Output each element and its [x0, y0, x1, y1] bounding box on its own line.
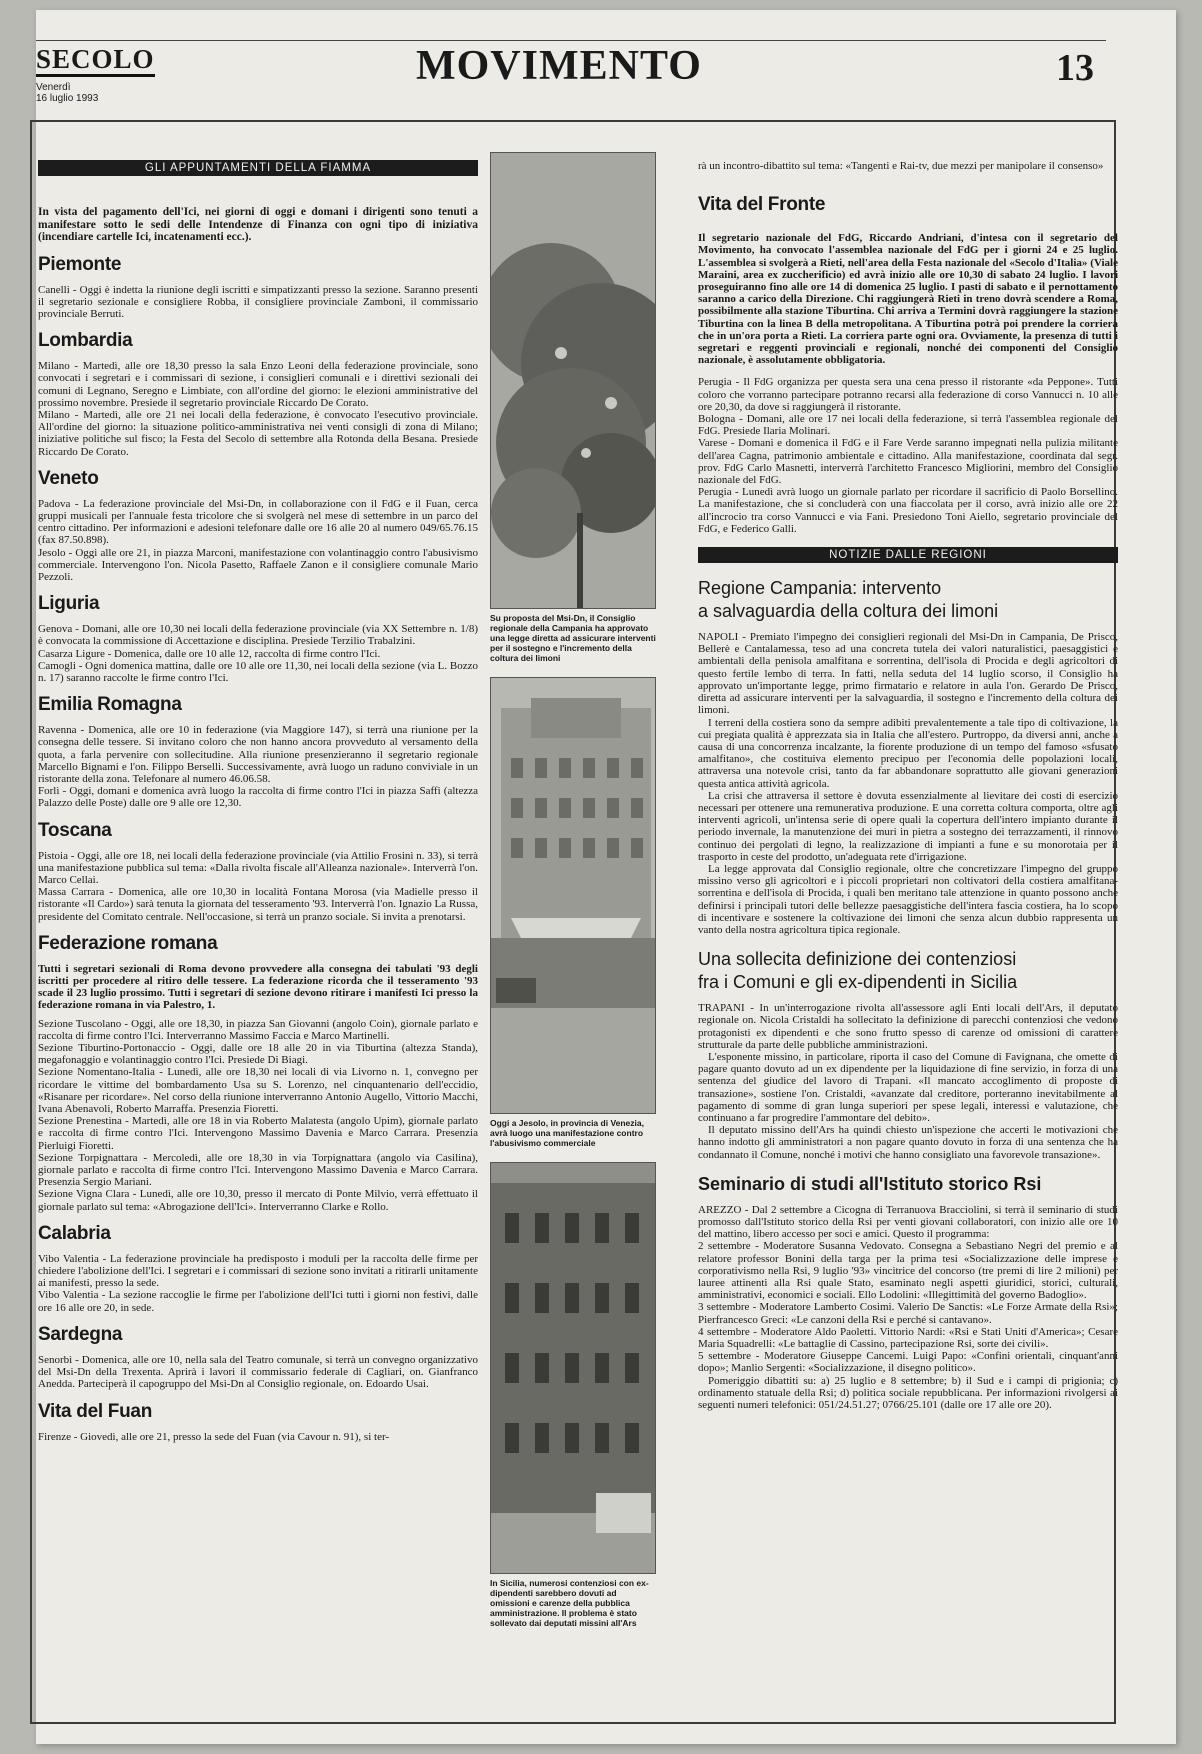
headline-line: fra i Comuni e gli ex-dipendenti in Sicilia	[698, 972, 1018, 993]
paragraph: Sezione Torpignattara - Mercoledì, alle ore 18,30 in via Torpignattara (angolo via Casilina), giornale parlato e raccolta di firme contro l'Ici. Intervengono Massimo Davenia e Marco Carrara. Presenzia Sergio Mariani.	[38, 1151, 478, 1189]
photo-lemon-tree	[490, 152, 656, 609]
paragraph: Ravenna - Domenica, alle ore 10 in federazione (via Maggiore 147), si terrà una riunione per la consegna delle tessere. Si invitano coloro che non hanno ancora provveduto al versamento della quota, a farla pervenire con sollecitudine. Alla riunione presenzieranno il segretario regionale Marcello Bignami e l'on. Filippo Berselli. Successivamente, avrà luogo un raduno conviviale in un ristorante della zona. Telefonare al numero 46.06.58.	[38, 724, 478, 785]
issue-weekday: Venerdì	[36, 82, 71, 93]
paragraph: Varese - Domani e domenica il FdG e il Fare Verde saranno impegnati nella pulizia militante dell'area Cagna, patrimonio ambientale e cittadino. Alla manifestazione, coordinata dal segr. prov. FdG Carlo Masnetti, interverrà l'architetto Francesco Migliorini, membro del Consiglio nazionale del FdG.	[698, 437, 1118, 487]
building-image	[491, 1163, 656, 1573]
paragraph: Jesolo - Oggi alle ore 21, in piazza Marconi, manifestazione con volantinaggio contro l'abusivismo commerciale. Intervengono l'on. Nicola Pasetto, Raffaele Zanon e il consigliere comunale Mario Pezzoli.	[38, 546, 478, 583]
paragraph: Canelli - Oggi è indetta la riunione degli iscritti e simpatizzanti presso la sezione. Saranno presenti il segretario sezionale e consigliere Robba, il consigliere provinciale Zamboni, il commissario provinciale Berruti.	[38, 283, 478, 320]
paragraph: Sezione Tuscolano - Oggi, alle ore 18,30, in piazza San Giovanni (angolo Coin), giornale parlato e raccolta di firme contro l'Ici. Interverranno Massimo Faccia e Marco Martinelli.	[38, 1017, 478, 1042]
region-heading: Emilia Romagna	[38, 694, 182, 716]
paragraph: Perugia - Lunedì avrà luogo un giornale parlato per ricordare il sacrificio di Paolo Borsellino. La manifestazione, che si concluderà con una fiaccolata per il corso, avrà inizio alle ore 22 all'incrocio tra corso Vannucci e via Fani. Presiedono Toni Aiello, segretario provinciale del FdG, e Federico Galli.	[698, 486, 1118, 535]
photo-caption: Oggi a Jesolo, in provincia di Venezia, avrà luogo una manifestazione contro l'abusivismo commerciale	[490, 1118, 644, 1148]
left-column	[38, 160, 478, 1443]
photo-jesolo-street	[490, 677, 656, 1114]
paragraph: Pistoia - Oggi, alle ore 18, nei locali della federazione provinciale (via Attilio Frosini n. 33), si terrà una manifestazione pubblica sul tema: «Dalla rivolta fiscale all'Alleanza nazionale». Interverrà l'on. Marco Cellai.	[38, 849, 478, 886]
regional-news-bar: NOTIZIE DALLE REGIONI	[698, 547, 1118, 563]
paragraph: Sezione Tiburtino-Portonaccio - Oggi, dalle ore 18 alle 20 in via Tiburtina (altezza Standa), megafonaggio e volantinaggio contro l'Ici. Presiede Di Biagi.	[38, 1042, 478, 1067]
sicilia-headline	[698, 948, 1118, 994]
paragraph: Firenze - Giovedì, alle ore 21, presso la sede del Fuan (via Cavour n. 91), si ter-	[38, 1430, 390, 1443]
photo-column	[490, 152, 656, 1642]
region-heading: Veneto	[38, 467, 99, 489]
bold-notice: Il segretario nazionale del FdG, Riccardo Andriani, d'intesa con il segretario del Movimento, ha convocato l'assemblea nazionale del FdG per i giorni 24 e 25 luglio. L'assemblea si svolgerà a Rieti, nell'area della Festa nazionale del «Secolo d'Italia» (Viale Maraini, area ex zuccherificio) ed avrà inizio alle ore 10,30 di sabato 24 luglio. I lavori proseguiranno fino alle ore 14 di domenica 25 luglio. I pasti di sabato e il pernottamento saranno a carico della Direzione. Chi raggiungerà Rieti in treno dovrà scendere a Roma, possibilmente alla stazione Tiburtina. Chi arriva a Termini dovrà raggiungere la stazione Tiburtina con la linea B della metropolitana. A Tiburtina potrà poi prendere la corriera che in un'ora porta a Rieti. La corriera parte ogni ora. Ovviamente, la presenza di tutti i segretari e reggenti provinciali e regionali, nonché dei componenti del Consiglio nazionale, è assolutamente obbligatoria.	[698, 232, 1118, 367]
seminario-headline: Seminario di studi all'Istituto storico Rsi	[698, 1173, 1042, 1194]
region-heading: Toscana	[38, 819, 112, 841]
paragraph: Forlì - Oggi, domani e domenica avrà luogo la raccolta di firme contro l'Ici in piazza Saffi (altezza Palazzo delle Poste) dalle ore 9 alle ore 12,30.	[38, 785, 478, 810]
paragraph: Pomeriggio dibattiti su: a) 25 luglio e 8 settembre; b) il Sud e i campi di prigionia; c) ordinamento statuale della Rsi; d) politica sociale repubblicana. Per informazioni rivolgersi ai seguenti numeri telefonici: 051/24.51.27; 0766/25.101 (dalle ore 17 alle ore 20).	[698, 1374, 1118, 1412]
paragraph: Perugia - Il FdG organizza per questa sera una cena presso il ristorante «da Peppone». Tutti coloro che vorranno partecipare potranno recarsi alla federazione di corso Vannucci n. 10 alle ore 20,30, da dove si raggiungerà il ristorante.	[698, 376, 1118, 413]
headline-line: Regione Campania: intervento	[698, 578, 942, 599]
photo-sicily-building	[490, 1162, 656, 1574]
masthead	[36, 30, 1106, 110]
paragraph: Camogli - Ogni domenica mattina, dalle ore 10 alle ore 11,30, nei locali della sezione (via L. Bozzo n. 17) saranno raccolte le firme contro l'Ici.	[38, 659, 478, 684]
headline-line: Una sollecita definizione dei contenziosi	[698, 949, 1017, 970]
paragraph: Bologna - Domani, alle ore 17 nei locali della federazione, si terrà l'assemblea regionale del FdG. Presiede Ilaria Molinari.	[698, 413, 1118, 438]
paragraph: La legge approvata dal Consiglio regionale, oltre che concretizzare l'impegno del gruppo missino verso gli agricoltori e i piccoli proprietari non coltivatori della costiera amalfitana-sorrentina e dell'isola di Procida, i quali ben meritano tale attenzione in quanto possono anche definirsi i principali tutori delle bellezze paesaggistiche dell'intera fascia costiera, ha lo scopo di incentivare e sostenere la coltivazione dei limoni che senza alcun dubbio rappresenta un vanto della nostra agricoltura tipica regionale.	[698, 862, 1118, 936]
paragraph: 4 settembre - Moderatore Aldo Paoletti. Vittorio Nardi: «Rsi e Stati Uniti d'America»; Cesare Maria Squadrelli: «Le battaglie di Cassino, partecipazione Rsi, sorte dei civili».	[698, 1325, 1118, 1351]
paragraph: TRAPANI - In un'interrogazione rivolta all'assessore agli Enti locali dell'Ars, il deputato regionale on. Nicola Cristaldi ha sollecitato la definizione di parecchi contenziosi che vedono protagonisti ex dipendenti e che sono frutto spesso di carenze od omissioni di carattere strutturale da parte delle pubbliche amministrazioni.	[698, 1002, 1118, 1051]
paragraph: Massa Carrara - Domenica, alle ore 10,30 in località Fontana Morosa (via Madielle presso il ristorante «Il Cardo») sarà tenuta la giornata del tesseramento '93. Interverrà l'on. Ignazio La Russa, presidente del Comitato centrale. Nell'occasione, si terrà un pranzo sociale. Si invita a prenotarsi.	[38, 886, 478, 923]
lemon-tree-image	[491, 153, 656, 608]
continued-paragraph: rà un incontro-dibattito sul tema: «Tangenti e Rai-tv, due mezzi per manipolare il consenso»	[698, 160, 1104, 172]
region-heading: Sardegna	[38, 1323, 123, 1345]
region-heading: Piemonte	[38, 253, 122, 275]
issue-date	[36, 82, 98, 104]
page-number: 13	[1056, 47, 1094, 89]
paragraph: Padova - La federazione provinciale del Msi-Dn, in collaborazione con il FdG e il Fuan, cerca gruppi musicali per l'annuale festa tricolore che si svolgerà nel mese di settembre in un parco del centro cittadino. Per informazioni e adesioni telefonare dalle ore 16 alle 20 al numero 049/65.76.15 (fax 87.50.898).	[38, 497, 478, 547]
street-scene-image	[491, 678, 656, 1113]
paragraph: Il deputato missino dell'Ars ha quindi chiesto un'ispezione che accerti le motivazioni che hanno indotto gli amministratori a non pagare quanto dovuto in forza di una sentenza che ha condannato il Comune, nonché i motivi che hanno consigliato una favorevole transazione».	[698, 1124, 1118, 1161]
paragraph: I terreni della costiera sono da sempre adibiti prevalentemente a tale tipo di coltivazione, la cui pregiata qualità è apprezzata sia in Italia che all'estero. Purtroppo, da diversi anni, anche a causa di una concorrenza incalzante, la fiorente produzione di un tempo del famoso «sfusato amalfitano», che costituiva elemento precipuo per l'economia delle popolazioni locali, attraversa una notevole crisi, tanto da far abbandonare soprattutto alle giovani generazioni questa antica attività agricola.	[698, 716, 1118, 790]
paragraph: Vibo Valentia - La federazione provinciale ha predisposto i moduli per la raccolta delle firme per chiedere l'abolizione dell'Ici. I segretari e i commissari di sezione sono invitati a ritirarli unitamente ai manifesti, presso la sede.	[38, 1252, 478, 1290]
brand-logo: SECOLO	[36, 44, 155, 77]
lead-paragraph: In vista del pagamento dell'Ici, nei giorni di oggi e domani i dirigenti sono tenuti a manifestare sotto le sedi delle Intendenze di Finanza con ogni tipo di iniziativa (incendiare cartelle Ici, incatenamenti ecc.).	[38, 206, 478, 243]
paragraph: La crisi che attraversa il settore è dovuta essenzialmente al lievitare dei costi di esercizio necessari per ottenere una remunerativa produzione. E una corretta coltura comporta, oltre agli interventi agricoli, un'intensa serie di opere quali la copertura dell'intero impianto durante il periodo invernale, la manutenzione dei muri in pietra a sostegno dei terrazzamenti, il rinnovo continuo dei pergolati di legno, la realizzazione di impianti a fune e su monorotaia per il trasporto in ceste del prodotto, un'adeguata rete d'irrigazione.	[698, 789, 1118, 863]
paragraph: Sezione Prenestina - Martedì, alle ore 18 in via Roberto Malatesta (angolo Upim), giornale parlato e raccolta di firme contro l'Ici. Intervengono Massimo Davenia e Marco Carrara. Presenzia Pierluigi Fioretti.	[38, 1115, 478, 1152]
paragraph: Milano - Martedì, alle ore 18,30 presso la sala Enzo Leoni della federazione provinciale, sono convocati i segretari e i commissari di sezione, i consiglieri comunali e i direttivi sezionali dei comuni di Legnano, Seregno e Limbiate, con all'ordine del giorno: le elezioni amministrative del prossimo novembre. Presiede il segretario provinciale Riccardo De Corato.	[38, 360, 478, 409]
paragraph: 5 settembre - Moderatore Giuseppe Cancemi. Luigi Papo: «Confini orientali, cinquant'anni dopo»; Manlio Sergenti: «Socializzazione, il disegno politico».	[698, 1350, 1118, 1375]
paragraph: Genova - Domani, alle ore 10,30 nei locali della federazione provinciale (via XX Settembre n. 1/8) è convocata la commissione di Accettazione e disciplina. Presiede Terzilio Trabalzini.	[38, 623, 478, 648]
paragraph: 2 settembre - Moderatore Susanna Vedovato. Consegna a Sebastiano Negri del premio e al relatore professor Bonini della targa per la prima tesi «Socializzazione delle imprese e corporativismo nella Rsi, 9 luglio '93» vincitrice del concorso (tre premi di lire 2 milioni) per lauree attinenti alla Rsi quale Stato, esaminato negli aspetti giuridici, storici, culturali, amministrativi, economici e sociali. Ello Lodolini: «Illegittimità del governo Badoglio».	[698, 1240, 1118, 1302]
bold-notice: Tutti i segretari sezionali di Roma devono provvedere alla consegna dei tabulati '93 degli iscritti per procedere al ritiro delle tessere. La federazione ricorda che il tesseramento '93 scade il 23 luglio prossimo. Tutti i segretari di sezione devono ritirare i manifesti Ici presso la federazione romana in via Palestro, 1.	[38, 962, 478, 1012]
paragraph: 3 settembre - Moderatore Lamberto Cosimi. Valerio De Sanctis: «Le Forze Armate della Rsi»; Pierfrancesco Greci: «Le canzoni della Rsi e perché si cantavano».	[698, 1301, 1118, 1326]
paragraph: Vibo Valentia - La sezione raccoglie le firme per l'abolizione dell'Ici tutti i giorni non festivi, dalle ore 16 alle ore 20, in sede.	[38, 1289, 478, 1314]
photo-caption: Su proposta del Msi-Dn, il Consiglio regionale della Campania ha approvato una legge diretta ad assicurare interventi per il sostegno e l'incremento della coltura dei limoni	[490, 613, 656, 663]
region-heading: Calabria	[38, 1222, 111, 1244]
paragraph: AREZZO - Dal 2 settembre a Cicogna di Terranuova Bracciolini, si terrà il seminario di studi promosso dall'Istituto storico della Rsi per venti giovani collaboratori, con inizio alle ore 10 del mattino, libero accesso per soci e amici. Questo il programma:	[698, 1203, 1118, 1241]
paragraph: Sezione Vigna Clara - Lunedì, alle ore 10,30, presso il mercato di Ponte Milvio, verrà effettuato il giornale parlato sul tema: «Abrogazione dell'Ici». Interverranno Clarke e Rollo.	[38, 1188, 478, 1213]
photo-caption: In Sicilia, numerosi contenziosi con ex-dipendenti sarebbero dovuti ad omissioni e carenze della pubblica amministrazione. Il problema è stato sollevato dai deputati missini all'Ars	[490, 1578, 649, 1628]
region-heading: Vita del Fuan	[38, 1400, 152, 1422]
headline-line: a salvaguardia della coltura dei limoni	[698, 601, 999, 622]
paragraph: Senorbì - Domenica, alle ore 10, nella sala del Teatro comunale, si terrà un convegno organizzativo del Msi-Dn della Trexenta. Aprirà i lavori il commissario federale di Cagliari, on. Gianfranco Anedda. Parteciperà il capogruppo del Msi-Dn al Consiglio regionale, on. Edoardo Usai.	[38, 1353, 478, 1391]
region-heading: Liguria	[38, 593, 100, 615]
paragraph: Milano - Martedì, alle ore 21 nei locali della federazione, è convocato l'esecutivo provinciale. All'ordine del giorno: la situazione politico-amministrativa nei venti consigli di zona di Milano; iniziative politiche sul fisco; la Festa del Secolo di settembre alla Rotonda della Besana. Presiede Riccardo De Corato.	[38, 408, 478, 458]
campania-headline	[698, 577, 1118, 623]
paragraph: Casarza Ligure - Domenica, dalle ore 10 alle 12, raccolta di firme contro l'Ici.	[38, 647, 381, 660]
paragraph: NAPOLI - Premiato l'impegno dei consiglieri regionali del Msi-Dn in Campania, De Prisco, Bellerè e Cantalamessa, teso ad una concreta tutela dei valori naturalistici, paesaggistici e ambientali della penisola amalfitana e sorrentina, dell'isola di Procida e degli agricoltori di questo fertile lembo di terra. In fatti, nella seduta del 14 luglio scorso, il Consiglio ha approvato un'importante legge, primo firmatario e relatore in aula l'on. Gerardo De Prisco, diretta ad assicurare interventi per la salvaguardia, il sostegno e l'incremento della coltura dei limoni.	[698, 631, 1118, 717]
appointments-bar: GLI APPUNTAMENTI DELLA FIAMMA	[38, 160, 478, 176]
section-title: MOVIMENTO	[416, 43, 702, 89]
issue-full-date: 16 luglio 1993	[36, 93, 99, 104]
top-rule	[36, 40, 1106, 41]
paragraph: L'esponente missino, in particolare, riporta il caso del Comune di Favignana, che omette di pagare quanto dovuto ad un ex dipendente per la liquidazione di fine servizio, in forza di una sentenza del giudice del lavoro di Trapani. «Il mancato accoglimento di proposte di transazione», sostiene l'on. Cristaldi, «avanzate dal creditore, porteranno inevitabilmente al pagamento di somme di gran lunga superiori per spese legali, interessi e valutazione, che continuano a far progredire l'ammontare del debito».	[698, 1050, 1118, 1124]
section-heading-fronte: Vita del Fronte	[698, 194, 826, 216]
paragraph: Sezione Nomentano-Italia - Lunedì, alle ore 18,30 nei locali di via Livorno n. 1, convegno per ricordare le vittime del bombardamento Usa su S. Lorenzo, nel cinquantenario dell'eccidio, «Risanare per ricordare». Nel corso della riunione interverranno Antonio Augello, Vittorio Macchi, Ivana Abenavoli, Roberto Marraffa. Presenzia Fioretti.	[38, 1066, 478, 1116]
region-heading: Federazione romana	[38, 932, 218, 954]
right-column	[698, 160, 1118, 1411]
region-heading: Lombardia	[38, 330, 133, 352]
